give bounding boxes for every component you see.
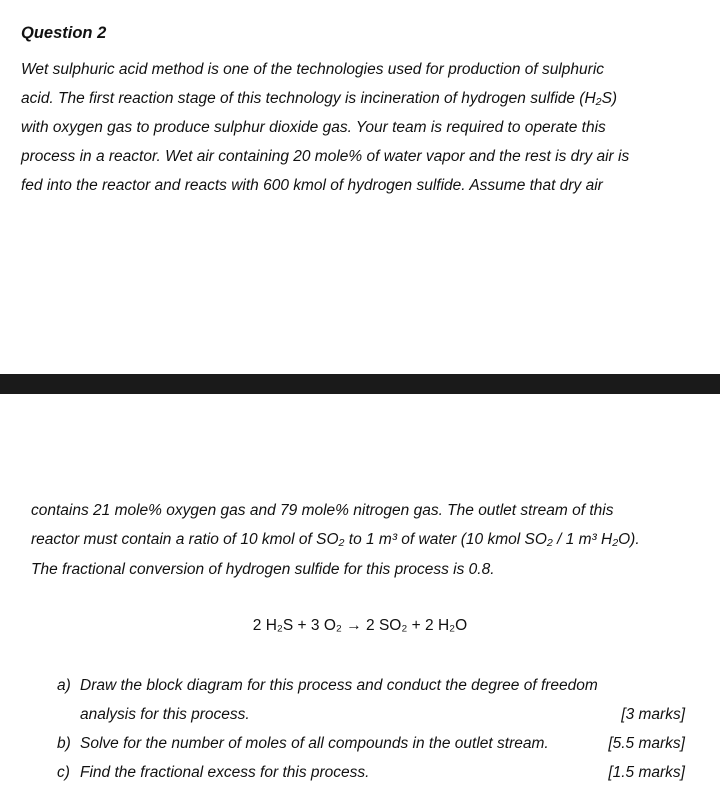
sub-question-letter: b) <box>57 735 71 752</box>
paragraph-line: with oxygen gas to produce sulphur dioxide gas. Your team is required to operate this <box>21 119 606 136</box>
paragraph-line: Wet sulphuric acid method is one of the technologies used for production of sulphuric <box>21 61 605 78</box>
paragraph-line: The fractional conversion of hydrogen sulfide for this process is 0.8. <box>31 561 495 578</box>
paragraph-line: fed into the reactor and reacts with 600 kmol of hydrogen sulfide. Assume that dry air <box>21 177 603 194</box>
sub-question-letter: c) <box>57 764 70 781</box>
sub-question-text: Find the fractional excess for this process. <box>80 764 370 781</box>
marks-label: [1.5 marks] <box>608 764 685 781</box>
page-top-section <box>0 0 720 374</box>
paragraph-line: acid. The first reaction stage of this technology is incineration of hydrogen sulfide (H₂S) <box>21 90 618 107</box>
paragraph-line: contains 21 mole% oxygen gas and 79 mole% nitrogen gas. The outlet stream of this <box>31 502 614 519</box>
sub-question-text: analysis for this process. <box>80 706 250 723</box>
sub-question-text: Draw the block diagram for this process and conduct the degree of freedom <box>80 677 598 694</box>
question-title: Question 2 <box>21 24 107 42</box>
paragraph-line: process in a reactor. Wet air containing 20 mole% of water vapor and the rest is dry air is <box>21 148 630 165</box>
sub-question-letter: a) <box>57 677 71 694</box>
reaction-equation: 2 H₂S + 3 O₂ → 2 SO₂ + 2 H₂O <box>252 617 468 634</box>
marks-label: [5.5 marks] <box>608 735 685 752</box>
paragraph-line: reactor must contain a ratio of 10 kmol of SO₂ to 1 m³ of water (10 kmol SO₂ / 1 m³ H₂O). <box>31 531 640 548</box>
marks-label: [3 marks] <box>621 706 685 723</box>
page-divider-bar <box>0 374 720 394</box>
sub-question-text: Solve for the number of moles of all compounds in the outlet stream. <box>80 735 549 752</box>
